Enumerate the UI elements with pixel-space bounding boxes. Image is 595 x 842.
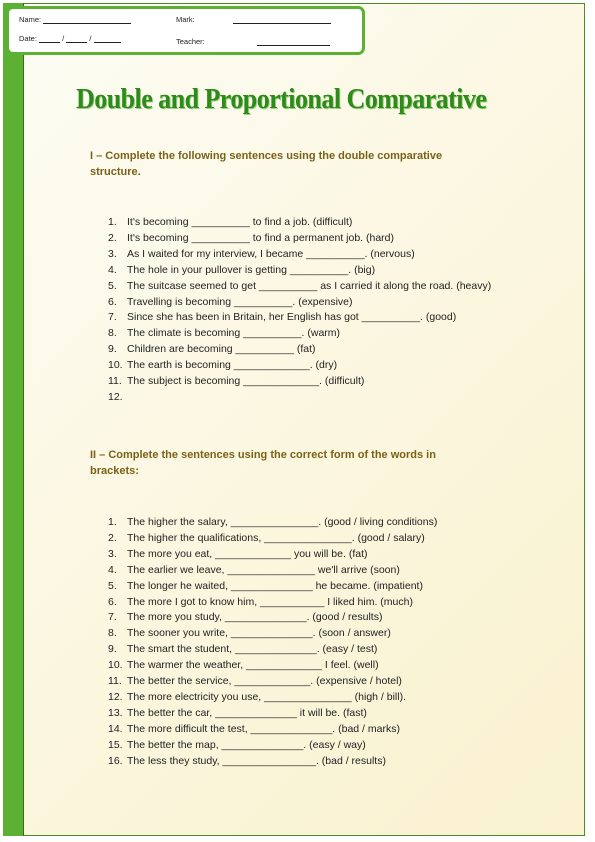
- date-label: Date:: [19, 34, 37, 43]
- exercise-sentence: The subject is becoming _____________. (difficult): [127, 375, 365, 388]
- date-separator: /: [62, 34, 65, 43]
- exercise-item[interactable]: [108, 610, 508, 626]
- teacher-label: Teacher:: [176, 37, 205, 46]
- exercise-item[interactable]: [108, 579, 508, 595]
- exercise-sentence: The less they study, ________________. (bad / results): [127, 754, 386, 767]
- exercise-item[interactable]: [108, 642, 508, 658]
- exercise-number: 2.: [108, 531, 117, 544]
- section1-instruction: I – Complete the following sentences using the double comparative structure.: [90, 150, 443, 178]
- exercise-item[interactable]: [108, 531, 508, 547]
- exercise-item[interactable]: [108, 547, 508, 563]
- exercise-item[interactable]: [108, 279, 508, 295]
- exercise-item[interactable]: [108, 754, 508, 770]
- exercise-number: 7.: [108, 611, 117, 624]
- teacher-blank[interactable]: [257, 45, 330, 46]
- exercise-number: 3.: [108, 547, 117, 560]
- exercise-number: 6.: [108, 295, 117, 308]
- exercise-sentence: Since she has been in Britain, her English has got __________. (good): [127, 311, 457, 324]
- exercise-sentence: Travelling is becoming __________. (expensive): [127, 295, 353, 308]
- exercise-sentence: The more you eat, _____________ you will be. (fat): [127, 547, 368, 560]
- exercise-sentence: The climate is becoming __________. (warm): [127, 327, 341, 340]
- date-year-blank[interactable]: [94, 42, 121, 43]
- exercise-number: 4.: [108, 563, 117, 576]
- exercise-item[interactable]: [108, 342, 508, 358]
- section2-instruction: II – Complete the sentences using the correct form of the words in brackets:: [90, 449, 436, 477]
- exercise-item[interactable]: [108, 738, 508, 754]
- name-label: Name:: [19, 15, 42, 24]
- exercise-item[interactable]: [108, 722, 508, 738]
- exercise-item[interactable]: [108, 326, 508, 342]
- date-day-blank[interactable]: [39, 42, 60, 43]
- exercise-sentence: The hole in your pullover is getting __________. (big): [127, 263, 376, 276]
- exercise-number: 10.: [108, 359, 123, 372]
- exercise-number: 12.: [108, 390, 123, 403]
- date-month-blank[interactable]: [66, 42, 87, 43]
- exercise-number: 11.: [108, 675, 122, 688]
- exercise-item[interactable]: [108, 658, 508, 674]
- exercise-sentence: Children are becoming __________ (fat): [127, 343, 316, 356]
- worksheet-title: Double and Proportional Comparative: [76, 84, 487, 115]
- exercise-item[interactable]: [108, 515, 508, 531]
- exercise-sentence: The better the map, ______________. (easy / way): [127, 738, 366, 751]
- section1-exercise-list: [108, 215, 508, 403]
- exercise-sentence: The more you study, ______________. (good / results): [127, 611, 383, 624]
- exercise-number: 8.: [108, 627, 117, 640]
- exercise-item[interactable]: [108, 263, 508, 279]
- exercise-item[interactable]: [108, 674, 508, 690]
- exercise-number: 2.: [108, 231, 117, 244]
- exercise-number: 1.: [108, 516, 117, 528]
- exercise-number: 8.: [108, 327, 117, 340]
- exercise-number: 3.: [108, 247, 117, 260]
- exercise-sentence: The more difficult the test, ______________. (bad / marks): [127, 722, 400, 735]
- mark-blank[interactable]: [233, 23, 331, 24]
- section2-exercise-list: [108, 515, 508, 770]
- exercise-sentence: The more electricity you use, _______________ (high / bill).: [127, 690, 406, 703]
- exercise-number: 14.: [108, 722, 123, 735]
- student-info-box: [6, 6, 365, 55]
- exercise-sentence: The sooner you write, ______________. (soon / answer): [127, 627, 391, 640]
- exercise-sentence: The higher the qualifications, _______________. (good / salary): [127, 531, 425, 544]
- name-field[interactable]: [19, 15, 131, 24]
- exercise-number: 9.: [108, 643, 117, 656]
- exercise-number: 5.: [108, 579, 117, 592]
- exercise-sentence: The earth is becoming _____________. (dry): [127, 359, 338, 372]
- exercise-item[interactable]: [108, 595, 508, 611]
- exercise-sentence: It's becoming __________ to find a permanent job. (hard): [127, 231, 395, 244]
- exercise-item[interactable]: [108, 374, 508, 390]
- exercise-item[interactable]: [108, 626, 508, 642]
- exercise-sentence: The better the car, ______________ it will be. (fast): [127, 706, 367, 719]
- exercise-sentence: The better the service, _____________. (expensive / hotel): [127, 675, 402, 688]
- left-green-margin-bar: [3, 3, 24, 836]
- exercise-number: 6.: [108, 595, 117, 608]
- name-blank[interactable]: [43, 23, 131, 24]
- exercise-sentence: The earlier we leave, _______________ we'll arrive (soon): [127, 563, 400, 576]
- exercise-number: 11.: [108, 375, 122, 388]
- exercise-number: 10.: [108, 659, 123, 672]
- exercise-item[interactable]: [108, 310, 508, 326]
- exercise-sentence: As I waited for my interview, I became __________. (nervous): [127, 247, 415, 260]
- exercise-number: 7.: [108, 311, 117, 324]
- exercise-number: 5.: [108, 279, 117, 292]
- exercise-sentence: The warmer the weather, _____________ I feel. (well): [127, 659, 379, 672]
- exercise-number: 9.: [108, 343, 117, 356]
- exercise-item[interactable]: [108, 706, 508, 722]
- exercise-item[interactable]: [108, 231, 508, 247]
- exercise-item[interactable]: [108, 690, 508, 706]
- exercise-item[interactable]: [108, 563, 508, 579]
- exercise-item[interactable]: [108, 247, 508, 263]
- exercise-item[interactable]: [108, 215, 508, 231]
- exercise-sentence: The smart the student, ______________. (easy / test): [127, 643, 378, 656]
- date-separator: /: [89, 34, 92, 43]
- exercise-sentence: The suitcase seemed to get __________ as I carried it along the road. (heavy): [127, 279, 492, 292]
- exercise-item[interactable]: [108, 295, 508, 311]
- exercise-number: 15.: [108, 738, 123, 751]
- mark-label: Mark:: [176, 15, 195, 24]
- mark-field[interactable]: [176, 15, 331, 24]
- teacher-field[interactable]: [176, 37, 330, 46]
- exercise-number: 1.: [108, 216, 117, 228]
- exercise-number: 12.: [108, 690, 123, 703]
- exercise-number: 13.: [108, 706, 123, 719]
- exercise-sentence: It's becoming __________ to find a job. (difficult): [127, 216, 353, 228]
- date-field[interactable]: [19, 34, 121, 43]
- exercise-number: 4.: [108, 263, 117, 276]
- exercise-item[interactable]: [108, 358, 508, 374]
- exercise-sentence: The higher the salary, _______________. (good / living conditions): [127, 516, 438, 528]
- exercise-number: 16.: [108, 754, 123, 767]
- exercise-sentence: The longer he waited, ______________ he became. (impatient): [127, 579, 423, 592]
- exercise-sentence: The more I got to know him, ___________ I liked him. (much): [127, 595, 413, 608]
